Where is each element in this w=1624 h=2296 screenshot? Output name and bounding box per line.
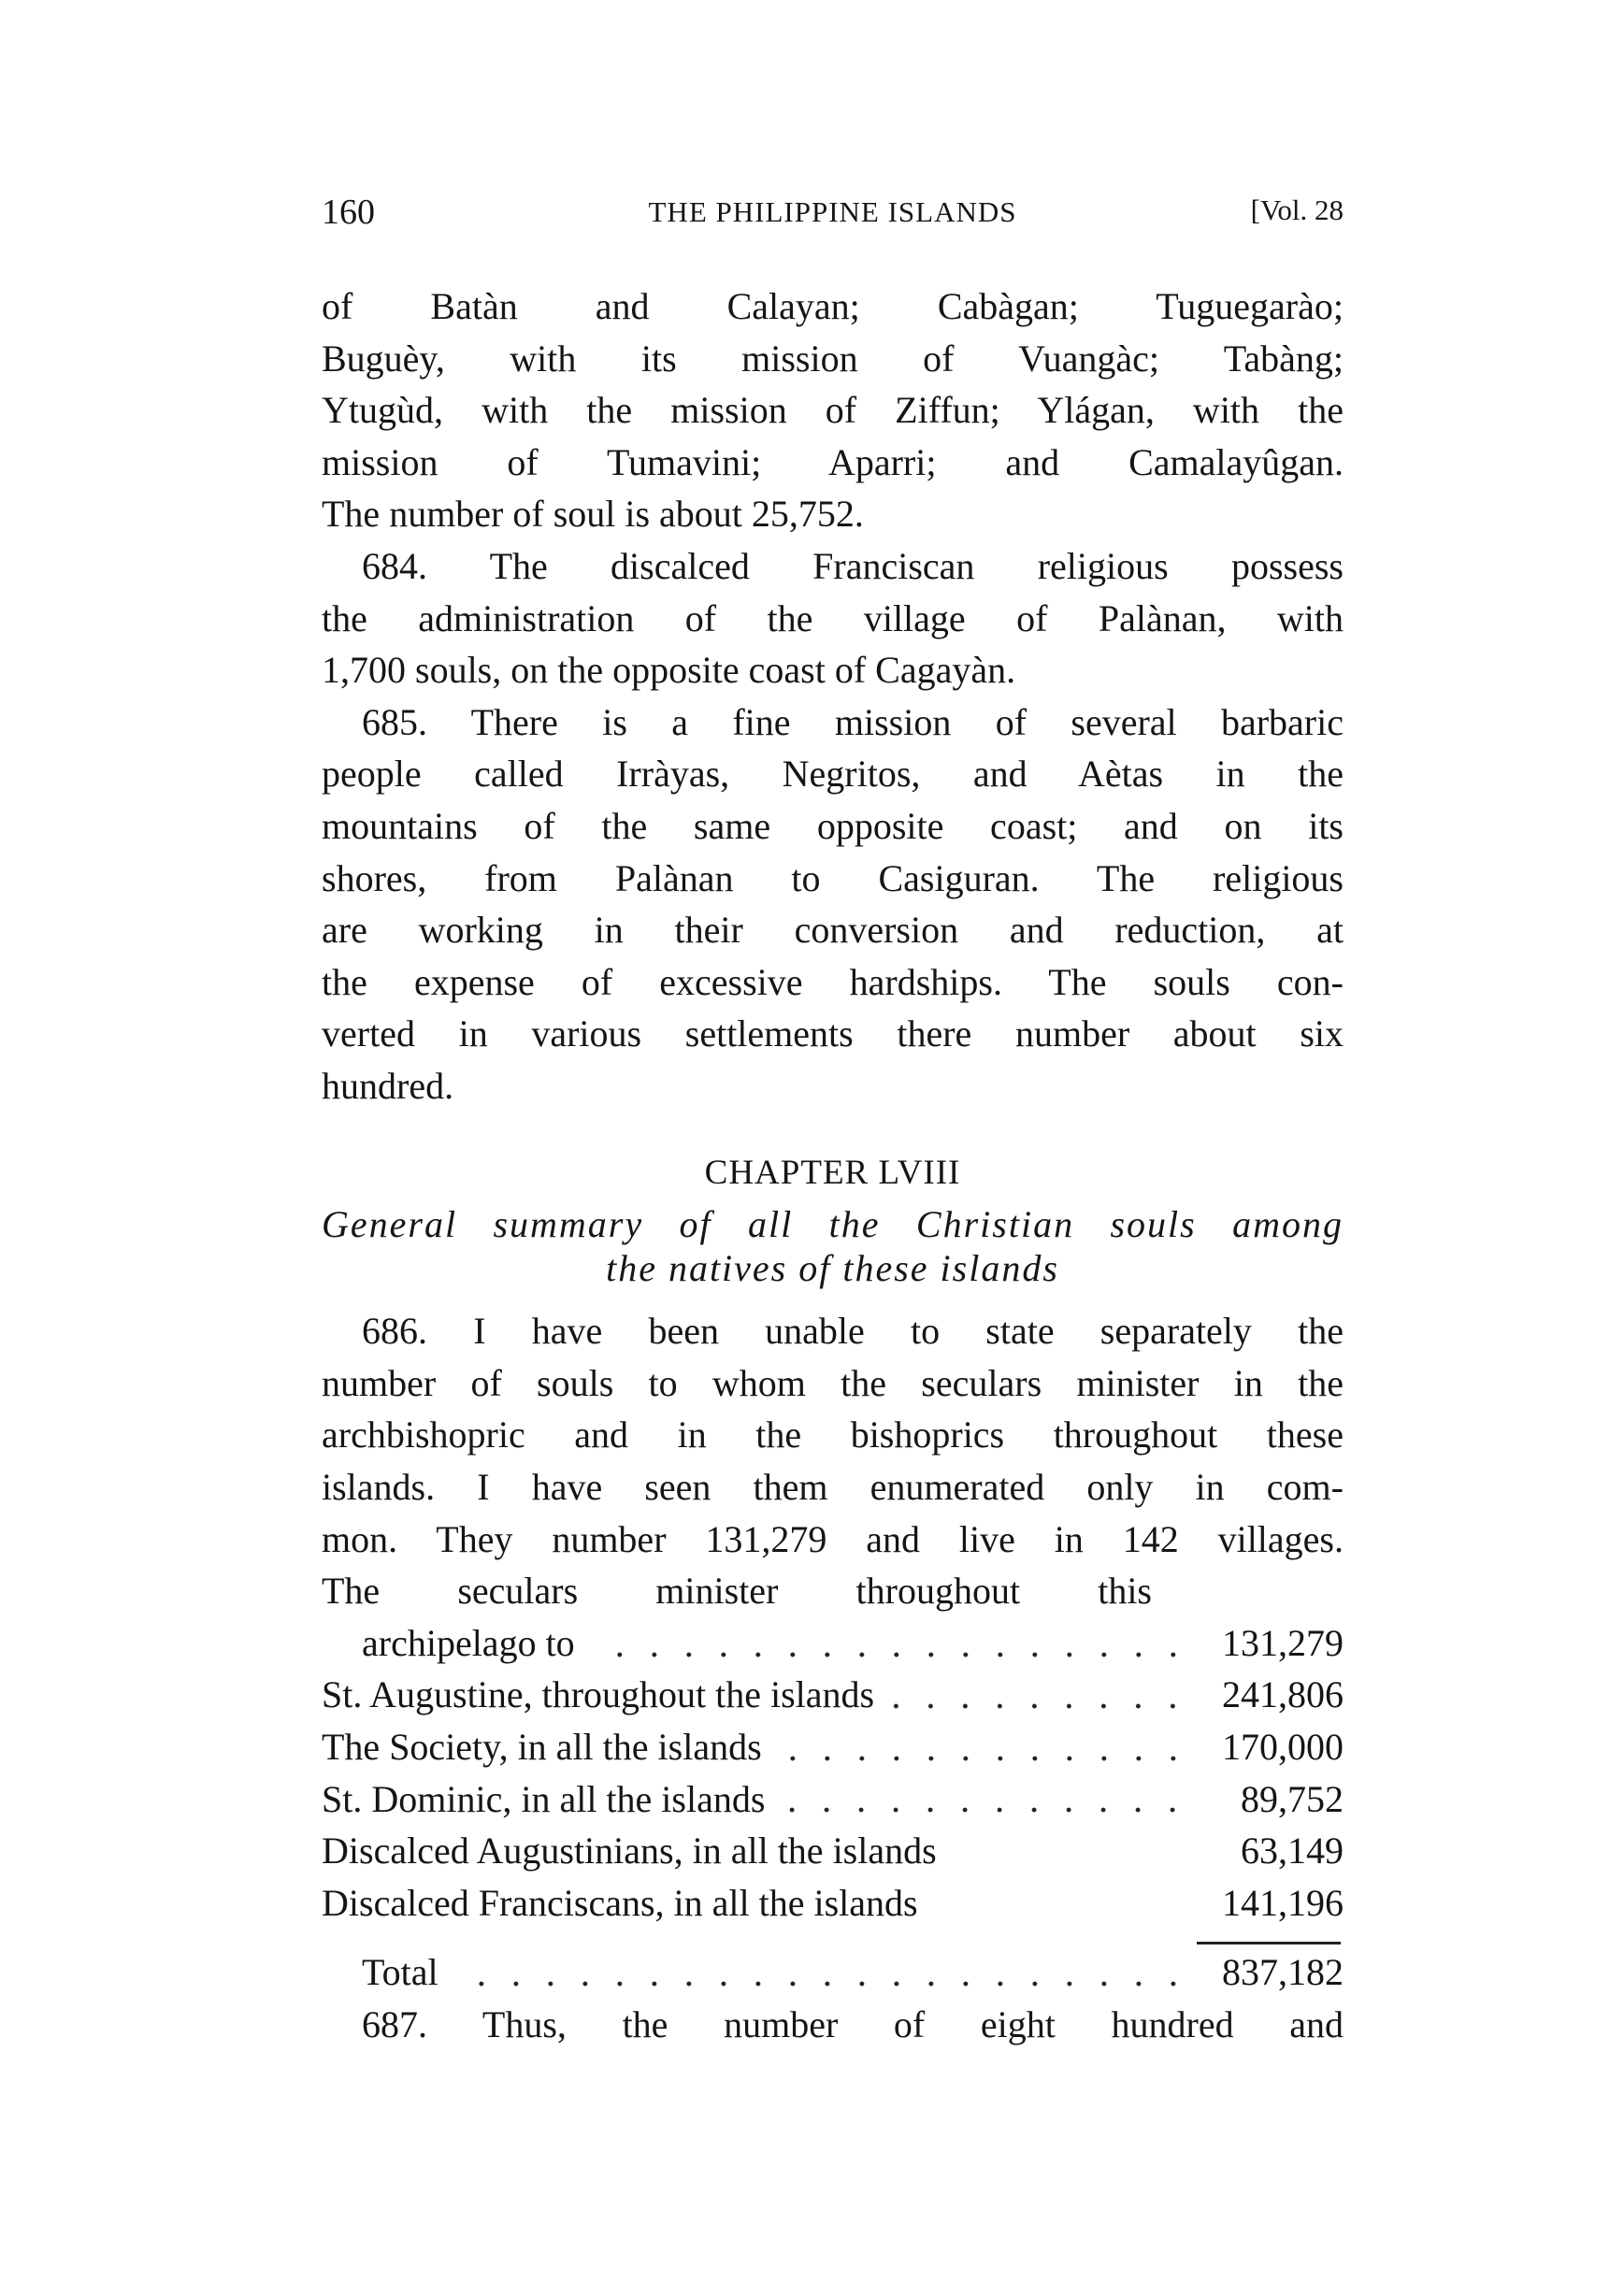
sum-rule [1197, 1942, 1341, 1944]
paragraph-686 [322, 1305, 1344, 1617]
volume-label: [Vol. 28 [1250, 194, 1344, 226]
paragraph-685 [322, 696, 1344, 1112]
page-number: 160 [322, 193, 375, 232]
text-line: hundred. [322, 1064, 454, 1107]
text-line: of Batàn and Calayan; Cabàgan; Tuguegarào; [322, 285, 1344, 327]
text-line: The seculars minister throughout this [322, 1570, 1152, 1613]
text-line: 686. I have been unable to state separately the [362, 1310, 1344, 1353]
text-line: 685. There is a fine mission of several barbaric [362, 700, 1344, 743]
row-value: 170,000 [1222, 1726, 1344, 1769]
page-body [322, 280, 1344, 2051]
text-line: mission of Tumavini; Aparri; and Camalayûgan. [322, 440, 1344, 483]
paragraph-684 [322, 540, 1344, 696]
paragraph-683 [322, 280, 1344, 540]
row-value: 241,806 [1222, 1673, 1344, 1716]
table-row [322, 1877, 1344, 1930]
dot-leader [455, 1979, 1190, 1988]
text-line: the expense of excessive hardships. The souls con- [322, 960, 1344, 1003]
running-header [322, 192, 1344, 238]
text-line: archbishopric and in the bishoprics throughout these [322, 1413, 1344, 1457]
text-line: The number of soul is about 25,752. [322, 493, 864, 536]
chapter-title-line: General summary of all the Christian souls among [322, 1203, 1344, 1246]
running-title: THE PHILIPPINE ISLANDS [648, 195, 1017, 228]
chapter-number: CHAPTER LVIII [704, 1153, 961, 1192]
table-row [322, 1773, 1344, 1826]
dot-leader [782, 1805, 1190, 1815]
text-line: mon. They number 131,279 and live in 142 villages. [322, 1517, 1344, 1560]
text-line: 687. Thus, the number of eight hundred and [362, 2003, 1344, 2045]
text-line: 684. The discalced Franciscan religious possess [362, 544, 1344, 587]
souls-table [322, 1617, 1344, 1999]
row-value: 89,752 [1241, 1777, 1344, 1820]
total-value: 837,182 [1222, 1951, 1344, 1994]
row-label: Discalced Franciscans, in all the islands [322, 1881, 918, 1924]
spacer [935, 1910, 1190, 1919]
dot-leader [779, 1754, 1190, 1763]
text-line: Buguèy, with its mission of Vuangàc; Tabàng; [322, 337, 1344, 380]
row-label: St. Augustine, throughout the islands [322, 1673, 875, 1716]
total-row [322, 1946, 1344, 1999]
total-label: Total [362, 1951, 438, 1994]
text-line: number of souls to whom the seculars minister in the [322, 1361, 1344, 1404]
row-label: The Society, in all the islands [322, 1726, 762, 1769]
row-value: 131,279 [1222, 1621, 1344, 1664]
text-line: people called Irràyas, Negritos, and Aètas in the [322, 753, 1344, 796]
table-row [322, 1721, 1344, 1773]
paragraph-687 [322, 1999, 1344, 2051]
spacer [954, 1858, 1190, 1867]
text-line: shores, from Palànan to Casiguran. The religious [322, 856, 1344, 899]
dot-leader [891, 1701, 1190, 1711]
row-label: St. Dominic, in all the islands [322, 1777, 766, 1820]
table-row [322, 1669, 1344, 1721]
row-value: 141,196 [1222, 1881, 1344, 1924]
text-line: 1,700 souls, on the opposite coast of Cagayàn. [322, 649, 1016, 692]
text-line: Ytugùd, with the mission of Ziffun; Ylágan, with the [322, 389, 1344, 432]
text-line: are working in their conversion and reduction, at [322, 909, 1344, 952]
table-row [322, 1617, 1344, 1670]
text-line: verted in various settlements there number about six [322, 1012, 1344, 1055]
text-line: mountains of the same opposite coast; and on its [322, 804, 1344, 847]
row-label: archipelago to [362, 1621, 575, 1664]
row-label: Discalced Augustinians, in all the islands [322, 1830, 937, 1873]
table-row [322, 1825, 1344, 1877]
text-line: islands. I have seen them enumerated only in com- [322, 1466, 1344, 1509]
row-value: 63,149 [1241, 1830, 1344, 1873]
chapter-title-line: the natives of these islands [606, 1246, 1059, 1289]
text-line: the administration of the village of Palànan, with [322, 596, 1344, 639]
dot-leader [592, 1650, 1190, 1659]
